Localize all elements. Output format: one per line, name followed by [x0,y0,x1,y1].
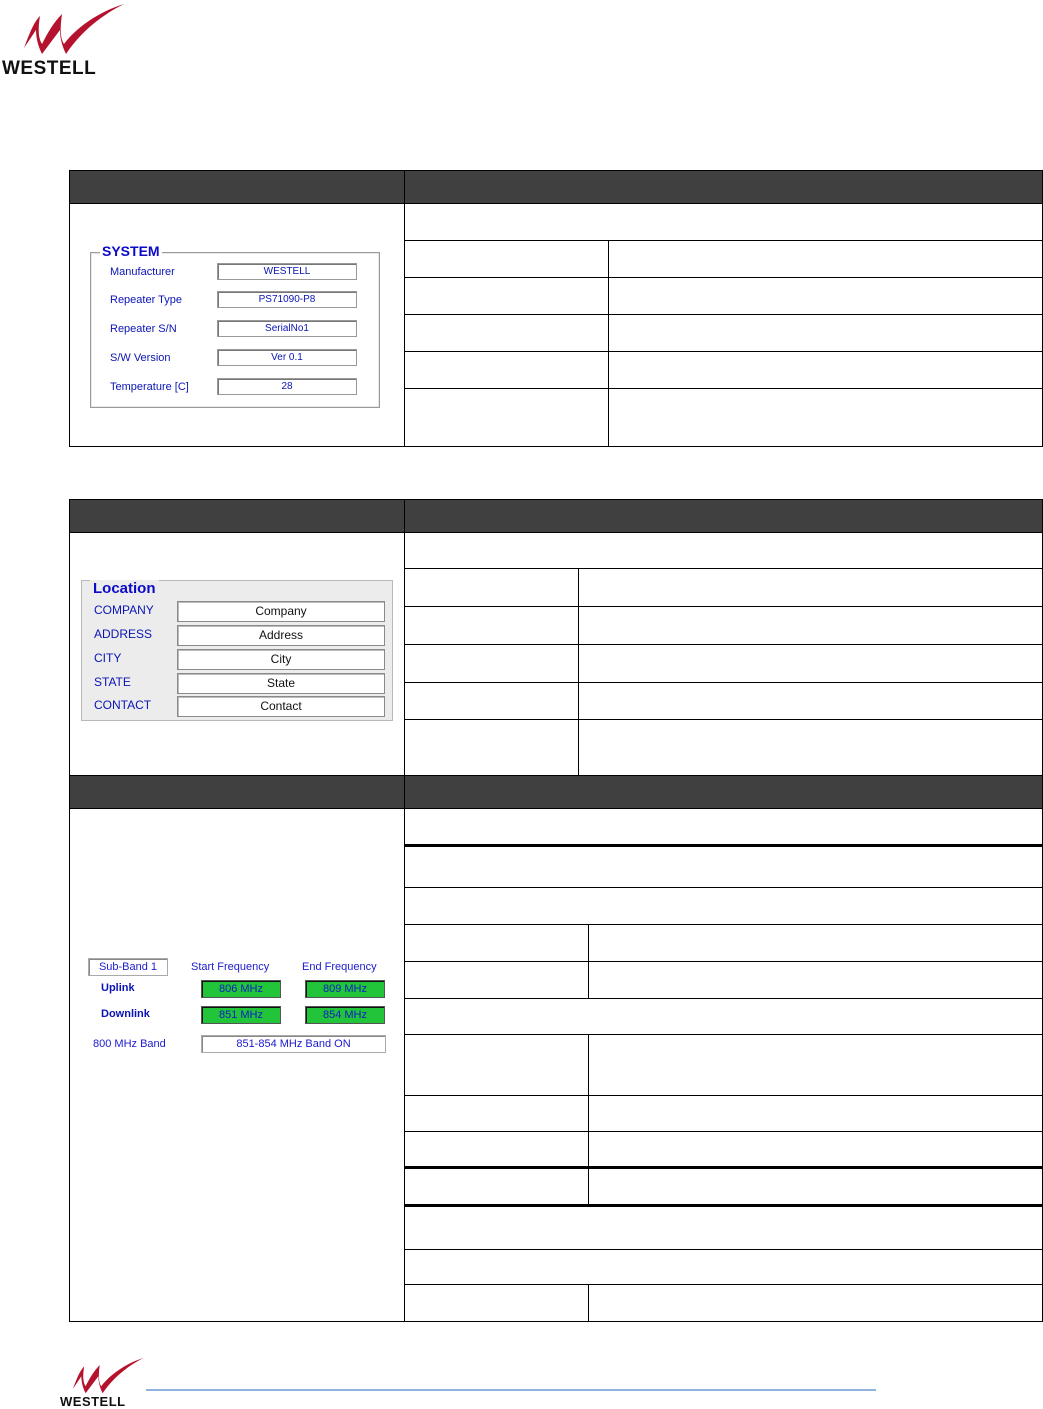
uplink-label: Uplink [101,982,135,994]
start-frequency-header: Start Frequency [191,961,270,973]
company-label: COMPANY [94,603,154,617]
westell-logo-text: WESTELL [2,58,97,79]
address-field: Address [177,625,385,646]
downlink-label: Downlink [101,1008,150,1020]
system-title: SYSTEM [102,243,160,259]
manufacturer-label: Manufacturer [110,266,175,278]
address-label: ADDRESS [94,627,153,641]
repeater-sn-label: Repeater S/N [110,323,177,335]
header-cell-left [70,171,405,204]
temperature-label: Temperature [C] [110,381,189,393]
sw-version-field: Ver 0.1 [217,349,357,366]
header-cell-left [70,776,405,809]
manufacturer-field: WESTELL [217,263,357,280]
footer-divider [146,1389,876,1391]
repeater-type-label: Repeater Type [110,294,182,306]
header-cell-right [405,171,1043,204]
city-field: City [177,649,385,670]
header-cell-right [405,500,1043,533]
westell-footer-logo-text: WESTELL [60,1394,126,1409]
band-status-field: 851-854 MHz Band ON [201,1035,386,1053]
company-field: Company [177,601,385,622]
header-cell-right [405,776,1043,809]
uplink-start-field: 806 MHz [201,980,281,998]
end-frequency-header: End Frequency [302,961,377,973]
header-cell-left [70,500,405,533]
state-label: STATE [94,675,131,689]
state-field: State [177,673,385,694]
city-label: CITY [94,651,122,665]
uplink-end-field: 809 MHz [305,980,385,998]
westell-logo-mark [20,2,130,60]
temperature-field: 28 [217,378,357,395]
sw-version-label: S/W Version [110,352,171,364]
band-label: 800 MHz Band [93,1038,166,1050]
repeater-type-field: PS71090-P8 [217,291,357,308]
location-title: Location [90,580,159,597]
contact-field: Contact [177,696,385,717]
contact-label: CONTACT [94,698,152,712]
downlink-end-field: 854 MHz [305,1006,385,1024]
frequency-image-cell [70,809,405,1322]
westell-footer-logo-mark [70,1356,148,1398]
subband-field: Sub-Band 1 [88,958,168,976]
downlink-start-field: 851 MHz [201,1006,281,1024]
repeater-sn-field: SerialNo1 [217,320,357,337]
